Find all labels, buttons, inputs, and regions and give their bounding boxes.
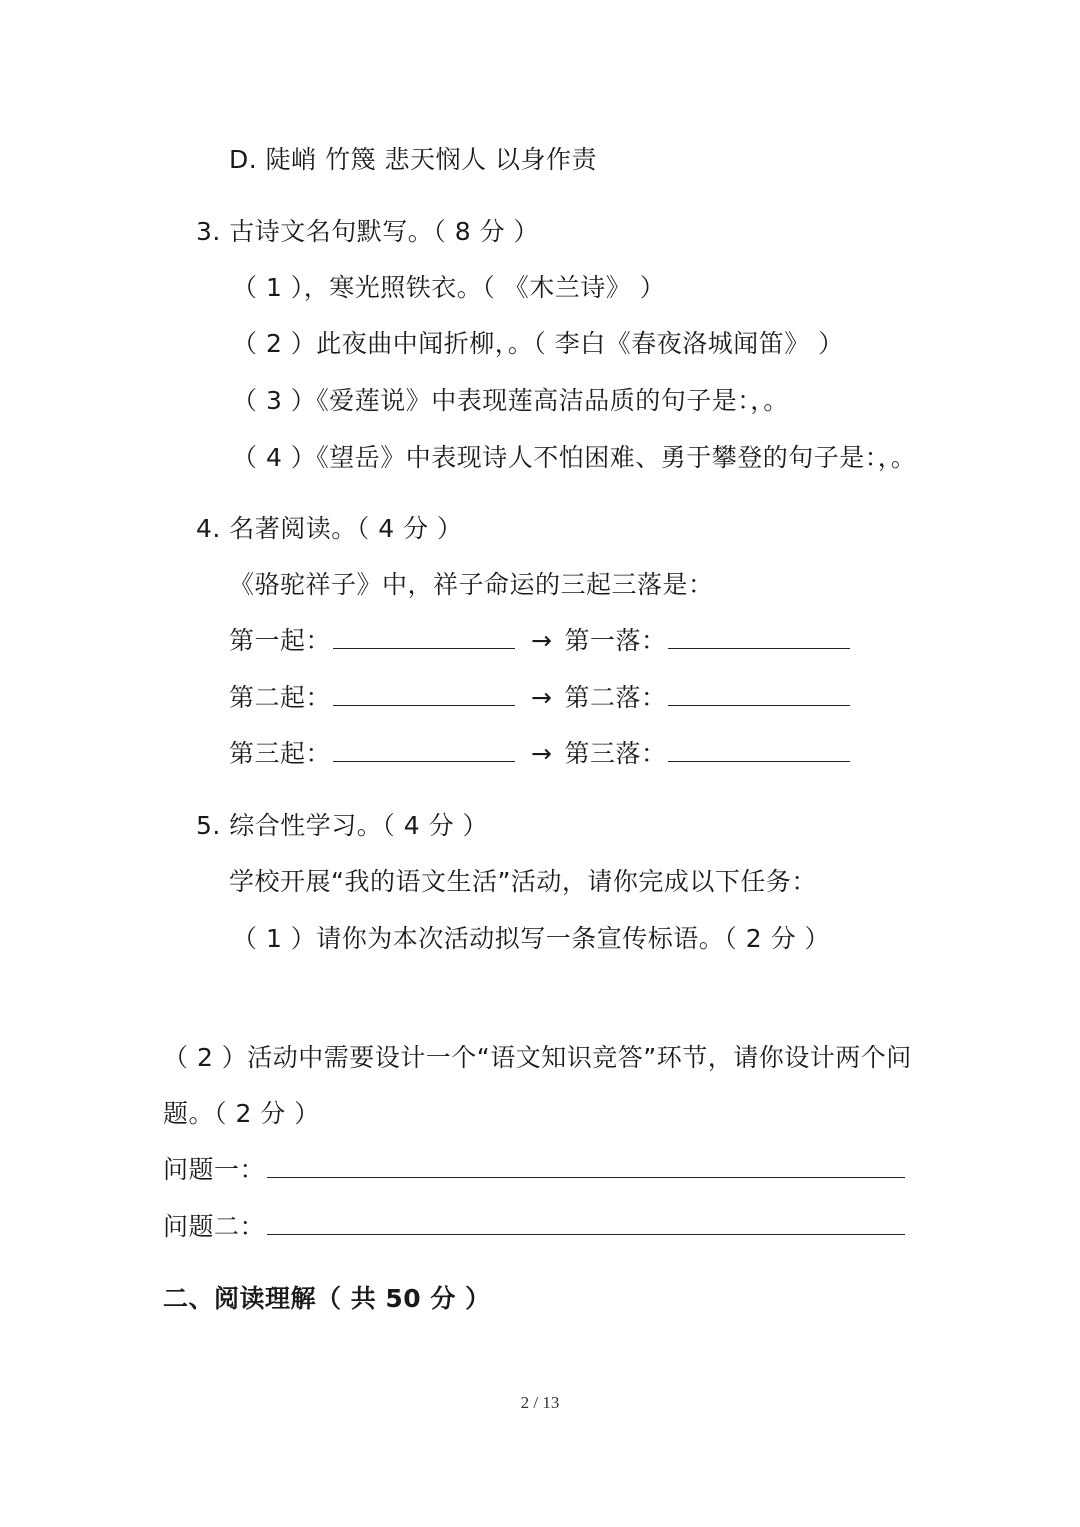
arrow-2: → [531, 683, 553, 712]
fall-label-2: 第二落： [564, 683, 667, 712]
answer-line-question-1 [163, 1153, 911, 1187]
fate-row-1 [229, 624, 856, 658]
rise-label-1: 第一起： [229, 626, 332, 655]
question-4-prompt: 《骆驼祥子》中，祥子命运的三起三落是： [229, 570, 714, 599]
option-d: D. 陡峭 竹篾 悲天悯人 以身作责 [229, 145, 597, 174]
fall-blank-1[interactable] [668, 624, 850, 649]
question-2-blank[interactable] [267, 1210, 905, 1235]
rise-blank-1[interactable] [333, 624, 515, 649]
question-3-item-4: （ 4 ）《望岳》中表现诗人不怕困难、勇于攀登的句子是：，。 [232, 443, 917, 472]
fate-row-2 [229, 681, 856, 715]
rise-blank-2[interactable] [333, 681, 515, 706]
rise-blank-3[interactable] [333, 737, 515, 762]
question-3-item-1: （ 1 ），寒光照铁衣。（ 《木兰诗》 ） [232, 273, 666, 302]
page-number: 2 / 13 [520, 1393, 560, 1412]
fall-blank-3[interactable] [668, 737, 850, 762]
question-3-item-3: （ 3 ）《爱莲说》中表现莲高洁品质的句子是：，。 [232, 386, 789, 415]
rise-label-2: 第二起： [229, 683, 332, 712]
fate-row-3 [229, 737, 856, 771]
fall-label-3: 第三落： [564, 739, 667, 768]
question-1-blank[interactable] [267, 1153, 905, 1178]
question-4-title: 4. 名著阅读。（ 4 分 ） [196, 514, 463, 543]
question-5-item-1: （ 1 ）请你为本次活动拟写一条宣传标语。（ 2 分 ） [232, 924, 831, 953]
rise-label-3: 第三起： [229, 739, 332, 768]
question-1-label: 问题一： [163, 1155, 266, 1184]
question-2-label: 问题二： [163, 1212, 266, 1241]
question-5-item-2-line-1: （ 2 ）活动中需要设计一个“语文知识竞答”环节，请你设计两个问 [163, 1043, 912, 1072]
fall-blank-2[interactable] [668, 681, 850, 706]
question-5-item-2-line-2: 题。（ 2 分 ） [163, 1099, 320, 1128]
arrow-3: → [531, 739, 553, 768]
question-3-title: 3. 古诗文名句默写。（ 8 分 ） [196, 217, 540, 246]
answer-line-question-2 [163, 1210, 911, 1244]
fall-label-1: 第一落： [564, 626, 667, 655]
arrow-1: → [531, 626, 553, 655]
question-3-item-2: （ 2 ）此夜曲中闻折柳，。（ 李白《春夜洛城闻笛》 ） [232, 329, 844, 358]
question-5-intro: 学校开展“我的语文生活”活动，请你完成以下任务： [229, 867, 817, 896]
question-5-title: 5. 综合性学习。（ 4 分 ） [196, 811, 489, 840]
section-2-heading: 二、阅读理解（ 共 50 分 ） [163, 1284, 491, 1313]
